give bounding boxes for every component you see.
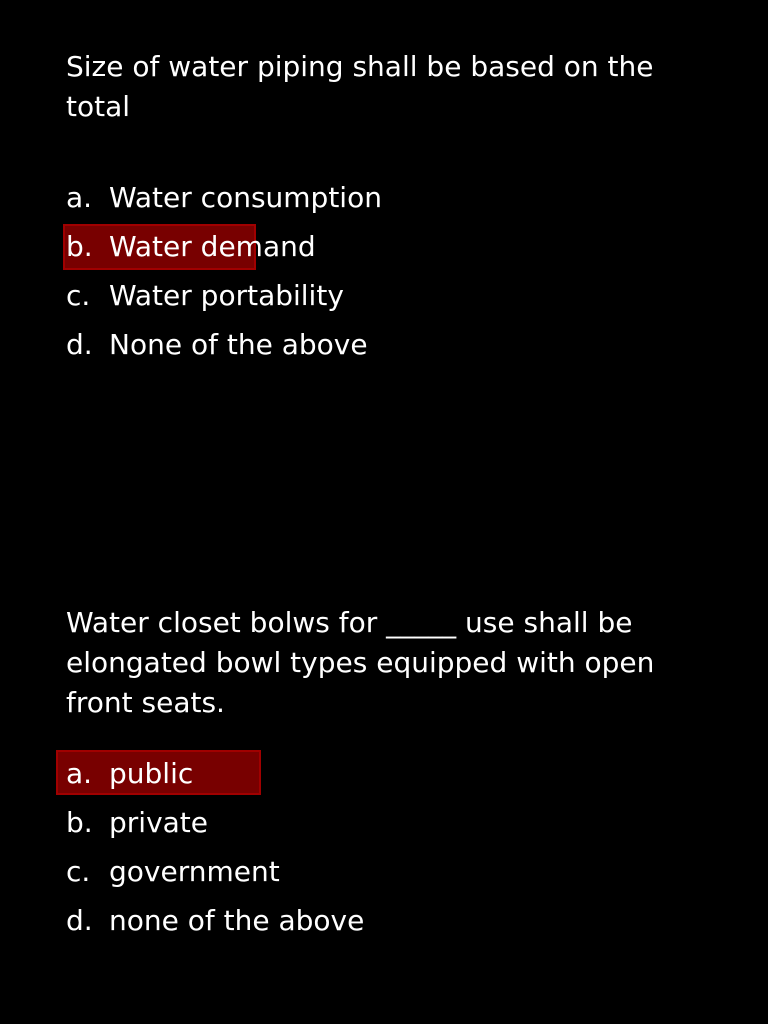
q2-option-b[interactable]: [66, 798, 364, 847]
question-2-options: [66, 749, 364, 945]
option-text: Water demand: [109, 230, 316, 263]
q2-option-a[interactable]: [66, 749, 364, 798]
option-text: none of the above: [109, 904, 365, 937]
q2-option-d[interactable]: [66, 896, 364, 945]
option-text: None of the above: [109, 328, 368, 361]
option-letter: c.: [66, 279, 91, 312]
option-letter: d.: [66, 328, 93, 361]
q1-option-c[interactable]: [66, 271, 382, 320]
q1-option-a[interactable]: [66, 173, 382, 222]
option-letter: d.: [66, 904, 93, 937]
question-2-stem: Water closet bolws for _____ use shall be elongated bowl types equipped with open front seats.: [66, 606, 655, 719]
option-letter: c.: [66, 855, 91, 888]
question-1-options: [66, 173, 382, 369]
option-text: government: [109, 855, 280, 888]
option-text: public: [109, 757, 194, 790]
option-text: Water portability: [109, 279, 344, 312]
q1-option-d[interactable]: [66, 320, 382, 369]
q1-option-b[interactable]: [66, 222, 382, 271]
option-letter: b.: [66, 230, 93, 263]
question-1-stem: Size of water piping shall be based on the total: [66, 50, 654, 123]
q2-option-c[interactable]: [66, 847, 364, 896]
option-text: private: [109, 806, 208, 839]
option-letter: a.: [66, 181, 93, 214]
option-letter: b.: [66, 806, 93, 839]
option-text: Water consumption: [109, 181, 382, 214]
option-letter: a.: [66, 757, 93, 790]
